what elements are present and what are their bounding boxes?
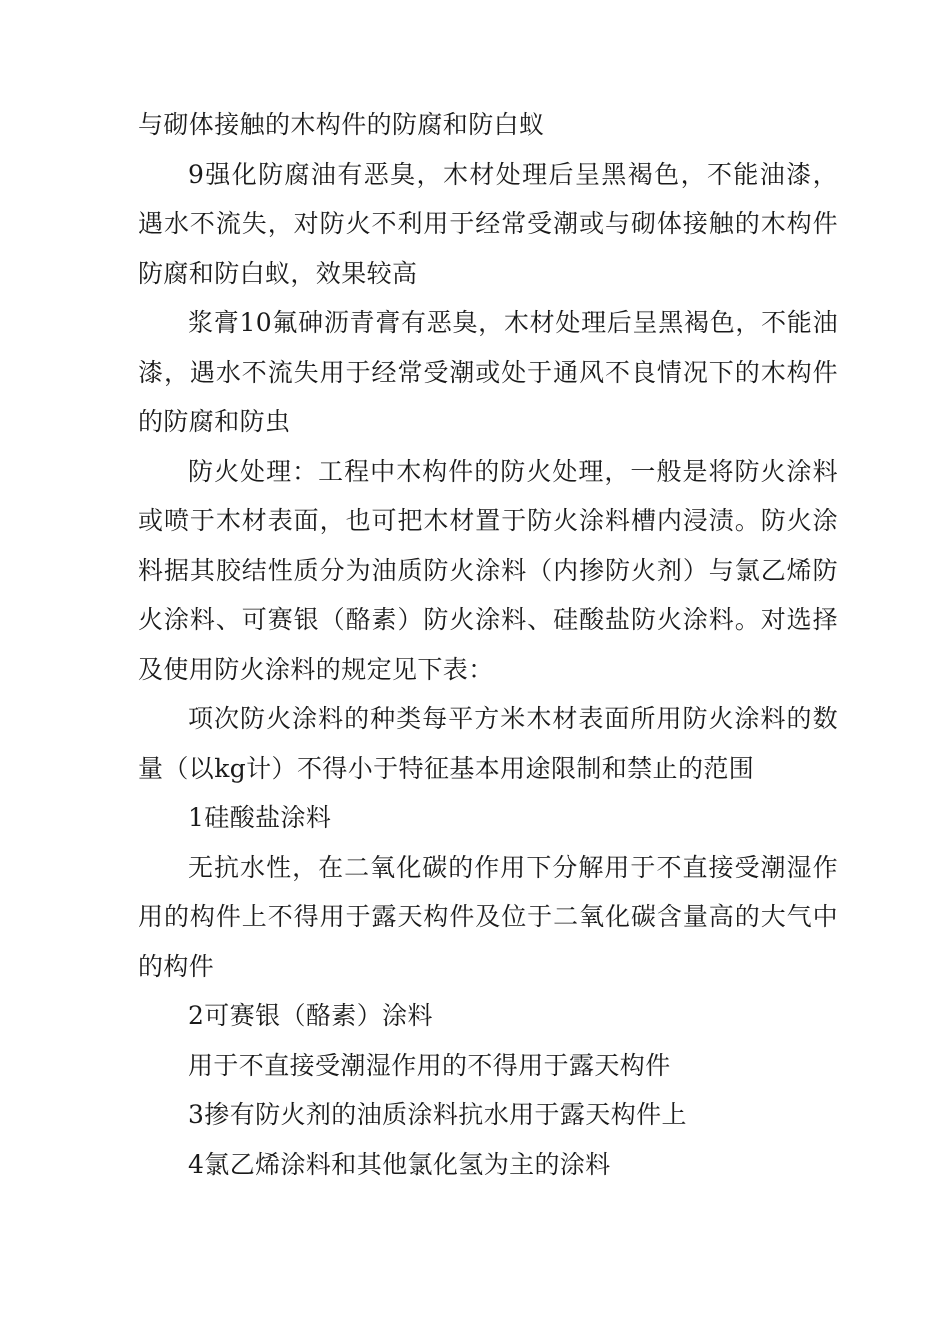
- paragraph-wood-contact: 与砌体接触的木构件的防腐和防白蚁: [138, 110, 545, 139]
- document-body: [138, 100, 838, 1189]
- paragraph-item-3: 3掺有防火剂的油质涂料抗水用于露天构件上: [188, 1100, 687, 1129]
- paragraph-item-4: 4氯乙烯涂料和其他氯化氢为主的涂料: [188, 1149, 611, 1179]
- paragraph-item-1-detail: 无抗水性，在二氧化碳的作用下分解用于不直接受潮湿作用的构件上不得用于露天构件及位于二氧化碳含量高的大气中的构件: [138, 852, 838, 981]
- paragraph-item-2-detail: 用于不直接受潮湿作用的不得用于露天构件: [188, 1050, 671, 1080]
- paragraph-item-9: 9强化防腐油有恶臭，木材处理后呈黑褐色，不能油漆，遇水不流失，对防火不利用于经常受潮或与砌体接触的木构件防腐和防白蚁，效果较高: [138, 159, 838, 288]
- paragraph-paste-10: 浆膏10氟砷沥青膏有恶臭，木材处理后呈黑褐色，不能油漆，遇水不流失用于经常受潮或处于通风不良情况下的木构件的防腐和防虫: [138, 308, 838, 436]
- paragraph-item-2: 2可赛银（酪素）涂料: [188, 1001, 433, 1030]
- paragraph-fire-treatment: 防火处理：工程中木构件的防火处理，一般是将防火涂料或喷于木材表面，也可把木材置于防火涂料槽内浸渍。防火涂料据其胶结性质分为油质防火涂料（内掺防火剂）与氯乙烯防火涂料、可赛银（酪素）防火涂料、硅酸盐防火涂料。对选择及使用防火涂料的规定见下表：: [138, 456, 838, 684]
- paragraph-item-1: 1硅酸盐涂料: [188, 803, 332, 832]
- paragraph-table-header: 项次防火涂料的种类每平方米木材表面所用防火涂料的数量（以kg计）不得小于特征基本用途限制和禁止的范围: [138, 704, 838, 783]
